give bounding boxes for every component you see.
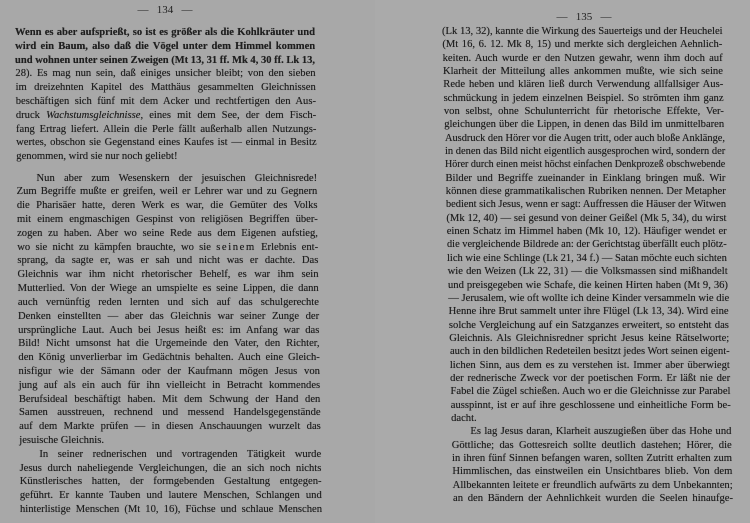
text-line: (Mt 16, 6. 12. Mk 8, 15) und merkte sich dergleichen Aehnlich- — [442, 39, 723, 51]
text-line: lich wie eine Schlinge (Lk 21, 34 f.) — Satan möchte euch sichten — [447, 252, 728, 264]
text-line: jesuische Gleichnis. — [19, 434, 104, 446]
text-line: nisfigur wie der Sämann oder der Kaufmann mögen Jesus von — [18, 365, 320, 377]
text-line: genommen, wird sie nur noch geliebt! — [16, 151, 178, 163]
text-line: können diese grammatikalischen Rubriken nennen. Der Metapher — [445, 186, 726, 198]
text-line: Henne ihre Brut sammelt unter ihre Flügel (Lk 13, 34). Wird eine — [448, 306, 729, 318]
text-line: Bild! Nicht umsonst hat die Urgemeinde den Vater, den Richter, — [18, 338, 320, 350]
italic-term: Wachstumsgleichnisse — [46, 109, 141, 121]
text-line: auch in den bildlichen Redeteilen besitzt jedes Wort seinen eigent- — [449, 346, 730, 358]
text-line: Wenn es aber aufsprießt, so ist es größer als die Kohlkräuter und — [15, 27, 315, 38]
text-line: lichen Sinn, aus dem es zu verstehen ist. Immer aber überwiegt — [449, 359, 730, 371]
text-line: wertes, obschon sie Gegenstand eines Kaufes ist — einmal in Besitz — [16, 137, 317, 149]
text-line: Zum Begriffe mußte er greifen, weil er Lehrer war und zu Gegnern — [16, 186, 318, 198]
text-line: in ihren fünf Sinnen befangen waren, sollten Zutritt erhalten zum — [452, 452, 733, 464]
page-number: — 134 — — [137, 4, 193, 16]
text-line: Hörer durch einen meist höchst einfachen Denkprozeß obschwebende — [445, 159, 726, 171]
text-line: Rede heben und klären ließ durch Verwendung allfallsiger Aus- — [443, 79, 724, 91]
text-line: — Jerusalem, wie oft wollte ich deine Kinder versammeln wie die — [448, 292, 730, 304]
text-line: ausspinnt, ist er auf ihre geschlossene und einheitliche Form be- — [450, 399, 731, 411]
text-line: und wohnen unter seinen Zweigen (Mt 13, 31 ff. Mk 4, 30 ff. Lk 13, — [15, 54, 316, 66]
text-line: und preisgegeben wie Schafe, die keinen Hirten haben (Mt 9, 36) — [447, 279, 728, 291]
text-line: einen Schatz im Himmel haben (Mk 10, 12). Häufiger wendet er — [446, 226, 727, 238]
text-segment: druck — [15, 109, 47, 121]
text-segment: wo sie nicht zu kämpfen brauchte, wo sie — [17, 241, 217, 253]
text-line: Es lag Jesus daran, Klarheit auszugießen über das Hohe und — [470, 426, 732, 438]
right-page — [375, 0, 750, 523]
text-line: bedient sich Jesus, wenn er sagt: Auffressen die Häuser der Witwen — [446, 199, 727, 211]
text-line: in denen das Bild nicht eigentlich ausgesprochen wird, sondern der — [444, 146, 726, 158]
text-line: Bilder und Begriffe zueinander in Einklang bringen muß. Wir — [445, 172, 726, 184]
text-segment: Erlebnis ent- — [255, 241, 319, 253]
text-line: beschäftigen sich fünf mit dem Acker und rechtfertigen den Aus- — [15, 96, 316, 108]
text-line: an den Bändern der Aehnlichkeit wurden die Seelen hinaufge- — [453, 493, 733, 504]
text-line: Allbekannten leitete er freundlich aufwärts zu dem Unbekannten; — [452, 479, 733, 491]
text-line: Jesus durch naheliegende Vergleichungen, die an sich noch nichts — [19, 462, 322, 474]
text-line: auch vernünftig reden lernten und sich auf das schulgerechte — [17, 296, 319, 308]
text-line: Fabel die Zügel schießen. Auch wo er die Gleichnisse zur Parabel — [450, 386, 731, 398]
text-line: hinterlistige Menschen (Mt 10, 16), Füchse und schlaue Menschen — [20, 504, 322, 515]
text-line: schmückung in jedem einzelnen Beispiel. So strömten ihm ganz — [443, 92, 724, 104]
text-line: von selbst, ohne Schulunterricht für rhetorische Effekte, Ver- — [443, 106, 724, 118]
text-line: Künstlerisches hatten, der formgebenden Gestaltung entgegen- — [19, 476, 322, 488]
text-line: Nun aber zum Wesenskern der jesuischen Gleichnisrede! — [36, 172, 318, 184]
text-line: Gleichnis. Als Gleichnisredner spricht Jesus keine Rätselworte; — [449, 332, 730, 344]
text-line: der rednerische Zweck vor der poetischen Form. Er läßt nie der — [450, 372, 731, 384]
text-line: dacht. — [451, 412, 477, 424]
text-line: mit einem engmaschigen Gespinst von religiösen Begriffen über- — [16, 214, 318, 226]
text-line: Denken einstellten — aber das Gleichnis war seiner Zunge der — [17, 310, 320, 322]
text-line: In seiner rednerischen und vortragenden Tätigkeit wurde — [39, 448, 322, 460]
text-line: die vergleichende Bildrede an: der Gerichtstag überfällt euch plötz- — [447, 239, 727, 251]
page-number: — 135 — — [556, 11, 612, 23]
text-line: fang Ertrag liefert. Allein die Perle fällt außerhalb allen Nutzungs- — [16, 123, 317, 135]
text-line — [16, 110, 316, 122]
text-line: Berufsideal beschäftigt haben. Mit dem Schwung der Hand den — [18, 393, 321, 405]
text-segment: , eines mit dem See, der dem Fisch- — [140, 109, 317, 121]
text-line: Gleichnis war ihm nicht rhetorischer Behelf, es war ihm sein — [17, 269, 319, 281]
text-line: (Lk 13, 32), kannte die Wirkung des Sauerteigs und der Heuchelei — [442, 26, 723, 37]
text-line: die Pharisäer hatte, deren Werk es war, die Gemüter des Volks — [16, 200, 318, 212]
text-line: jung auf als ein auch für ihn vielleicht in Betracht kommendes — [18, 379, 321, 391]
text-line: wird ein Baum, also daß die Vögel unter dem Himmel kommen — [15, 40, 316, 52]
text-line: Mutterlied. Von der Wiege an umspielte es seine Lippen, die dann — [17, 283, 319, 295]
text-line: gleichungen über die Lippen, in denen das Bild im unmittelbaren — [444, 119, 725, 131]
text-line: auf dem Markte prüfen — in diesen Anschauungen wurzelt das — [19, 421, 321, 433]
text-line: den König unverlierbar im Gedächtnis behalten. Auch eine Gleich- — [18, 352, 320, 364]
text-line: zogen zu haben. Aber wo seine Rede aus dem Eigenen aufstieg, — [17, 227, 318, 239]
text-line: Samen ausstreuen, rechnend und messend Handelsgegenstände — [18, 407, 321, 419]
text-line: Göttliche; das Gottesreich sollte deutlich dastehen; Hörer, die — [451, 439, 732, 451]
text-line: sprang, da sagte er, was er sah und nicht was er dachte. Das — [17, 255, 319, 267]
text-line: ursprüngliche Laut. Auch bei Jesus heißt es: im Anfang war das — [18, 324, 320, 336]
text-line: (Mk 12, 40) — sei gesund von deiner Geißel (Mk 5, 34), du wirst — [446, 212, 727, 224]
text-line: Ausdruck den Hörer vor die Augen tritt, oder auch bloße Anklänge, — [444, 132, 725, 144]
spaced-emphasis: seinem — [216, 241, 256, 253]
text-line: geführt. Er kannte Tauben und lautere Menschen, Schlangen und — [19, 490, 322, 502]
text-line: keiten. Auch wurde er den Nutzen gewahr, wenn ihm doch auf — [442, 52, 723, 64]
text-line: wie den Weizen (Lk 22, 31) — die Volksmassen sind mißhandelt — [447, 266, 728, 278]
text-line: 28). Es mag nun sein, daß einiges unsicher bleibt; von den sieben — [15, 68, 316, 80]
text-line: solche Vergleichung auf ein Satzganzes erweitert, so entsteht das — [448, 319, 729, 331]
text-line: Himmlischen, das einstweilen ein Unsichtbares blieb. Von dem — [452, 466, 733, 478]
text-line: im dreizehnten Kapitel des Matthäus gesammelten Gleichnissen — [15, 82, 316, 94]
text-line: Klarheit der Mitteilung alles ankommen mußte, wie sich seine — [442, 66, 723, 78]
text-line — [17, 242, 318, 254]
